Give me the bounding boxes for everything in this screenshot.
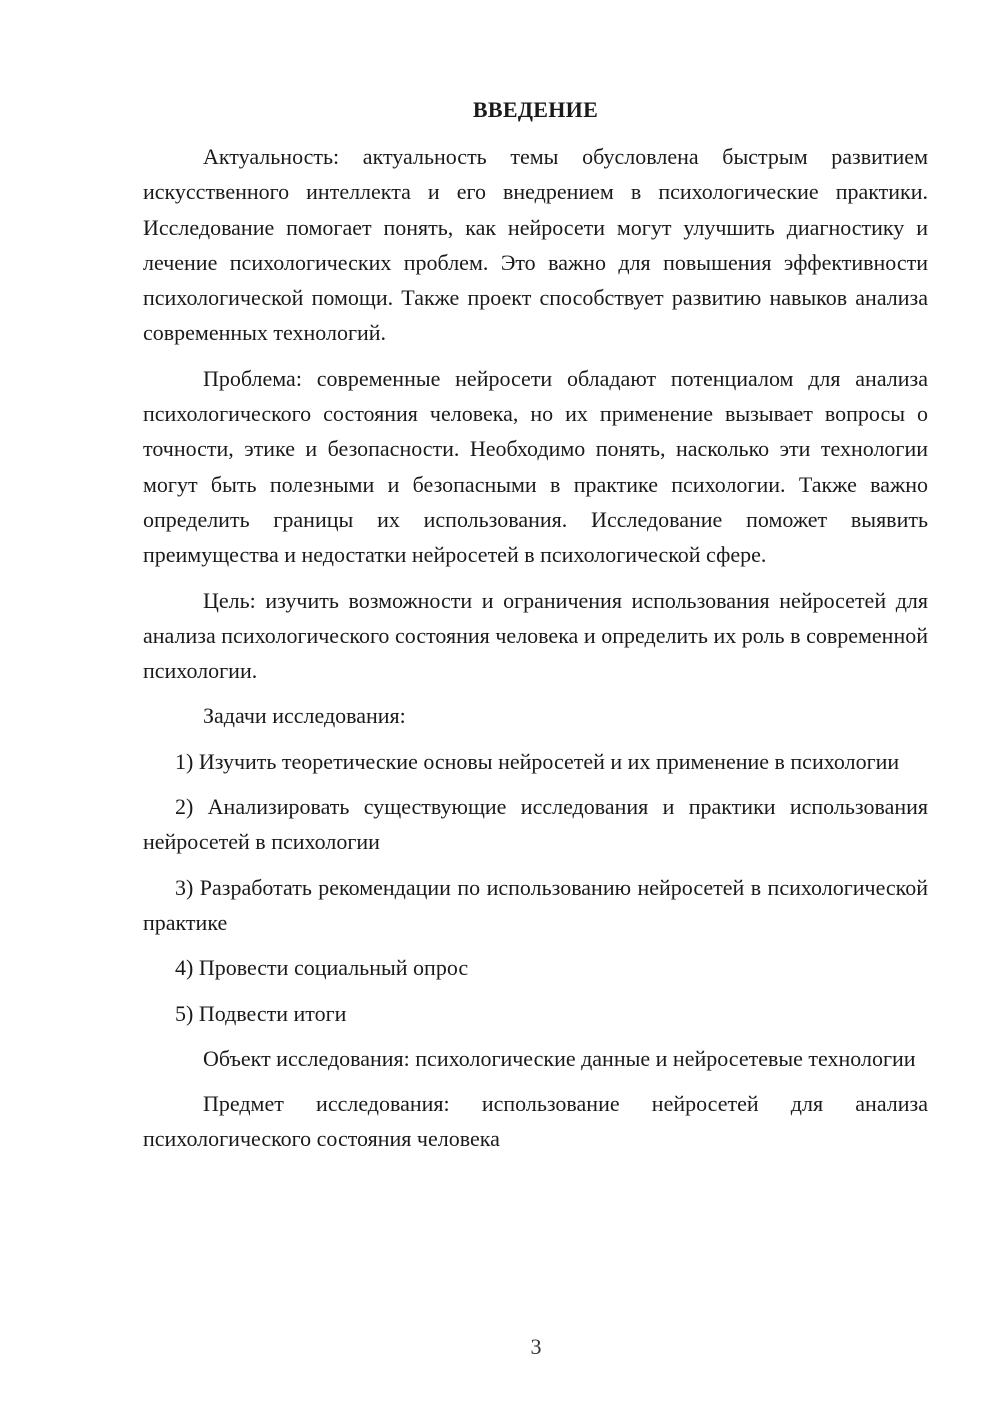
task-item-2: 2) Анализировать существующие исследования и практики использования нейросетей в психологии xyxy=(143,794,928,855)
task-item-4: 4) Провести социальный опрос xyxy=(175,955,469,981)
tasks-title: Задачи исследования: xyxy=(203,703,406,729)
problem-paragraph: Проблема: современные нейросети обладают потенциалом для анализа психологического состояния человека, но их применение вызывает вопросы о точности, этике и безопасности. Необходимо понять, насколько эти технологии могут быть полезными и безопасными в практике психологии. Также важно определить границы их использования. Исследование поможет выявить преимущества и недостатки нейросетей в психологической сфере. xyxy=(143,365,928,568)
subject-paragraph: Предмет исследования: использование нейросетей для анализа психологического состояния человека xyxy=(143,1091,928,1152)
goal-paragraph: Цель: изучить возможности и ограничения использования нейросетей для анализа психологического состояния человека и определить их роль в современной психологии. xyxy=(143,587,928,684)
task-item-1: 1) Изучить теоретические основы нейросетей и их применение в психологии xyxy=(175,748,900,774)
section-heading: ВВЕДЕНИЕ xyxy=(472,97,599,122)
object-paragraph: Объект исследования: психологические данные и нейросетевые технологии xyxy=(203,1045,916,1071)
page-number: 3 xyxy=(530,1334,542,1359)
relevance-paragraph: Актуальность: актуальность темы обусловлена быстрым развитием искусственного интеллекта и его внедрением в психологические практики. Исследование помогает понять, как нейросети могут улучшить диагностику и лечение психологических проблем. Это важно для повышения эффективности психологической помощи. Также проект способствует развитию навыков анализа современных технологий. xyxy=(143,144,928,346)
task-item-5: 5) Подвести итоги xyxy=(175,1000,347,1026)
task-item-3: 3) Разработать рекомендации по использованию нейросетей в психологической практике xyxy=(143,874,928,935)
page-body xyxy=(143,92,928,1157)
